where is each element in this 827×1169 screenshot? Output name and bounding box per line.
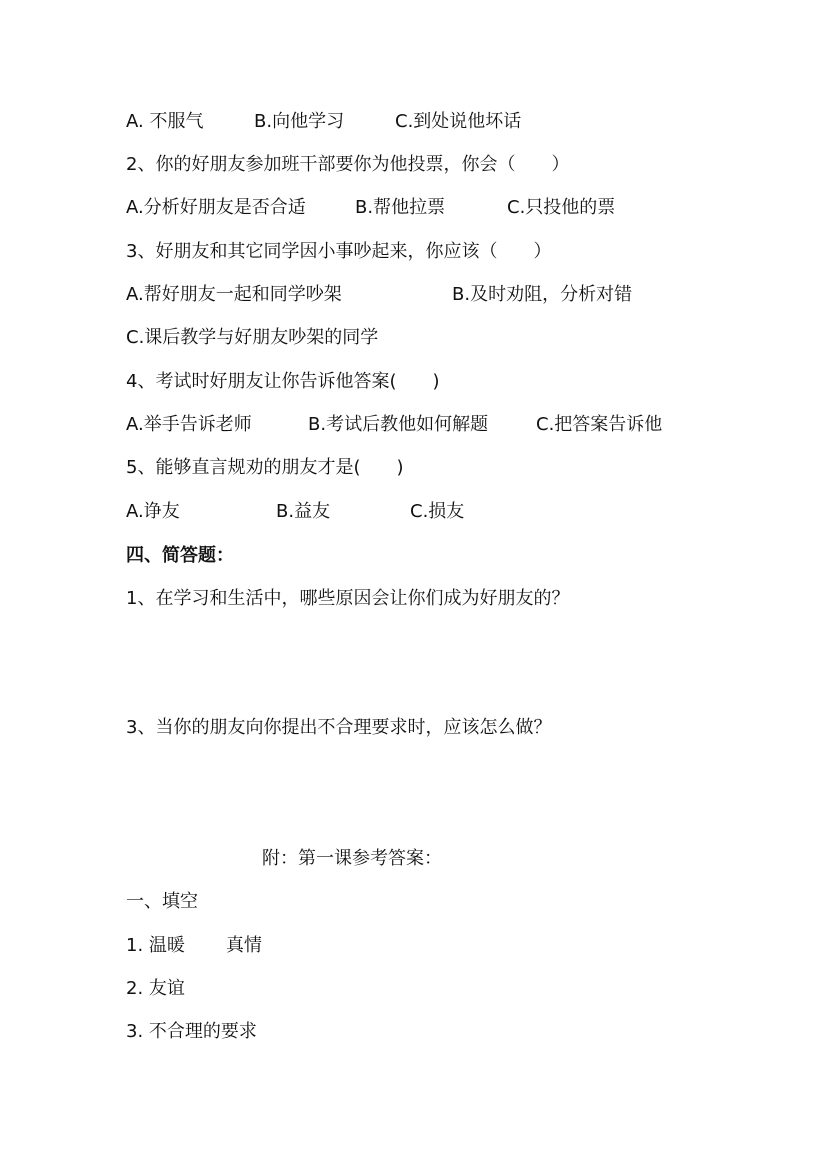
q3-option-c: C.课后教学与好朋友吵架的同学: [126, 327, 379, 348]
q5-option-b: B.益友: [276, 501, 331, 522]
q1-option-c: C.到处说他坏话: [395, 111, 522, 132]
q4-option-a: A.举手告诉老师: [126, 414, 252, 435]
section4-question-3: 3、当你的朋友向你提出不合理要求时，应该怎么做？: [126, 717, 552, 738]
q3-question: 3、好朋友和其它同学因小事吵起来，你应该（ ）: [126, 241, 552, 262]
section4-question-1: 1、在学习和生活中，哪些原因会让你们成为好朋友的？: [126, 588, 570, 609]
q2-question: 2、你的好朋友参加班干部要你为他投票，你会（ ）: [126, 154, 570, 175]
q5-option-c: C.损友: [410, 501, 465, 522]
answers-title: 附：第一课参考答案：: [262, 848, 442, 869]
q3-option-b: B.及时劝阻，分析对错: [452, 284, 633, 305]
q2-option-b: B.帮他拉票: [355, 197, 446, 218]
q2-option-a: A.分析好朋友是否合适: [126, 197, 306, 218]
answers-section1-title: 一、填空: [126, 891, 198, 912]
q2-option-c: C.只投他的票: [507, 197, 616, 218]
q3-option-a: A.帮好朋友一起和同学吵架: [126, 284, 342, 305]
section4-title: 四、简答题：: [126, 545, 234, 566]
q1-option-b: B.向他学习: [254, 111, 345, 132]
q5-option-a: A.诤友: [126, 501, 180, 522]
answer-3: 3. 不合理的要求: [126, 1021, 257, 1042]
q4-question: 4、考试时好朋友让你告诉他答案( ): [126, 371, 440, 392]
q4-option-c: C.把答案告诉他: [536, 414, 663, 435]
q5-question: 5、能够直言规劝的朋友才是( ): [126, 457, 404, 478]
q4-option-b: B.考试后教他如何解题: [308, 414, 489, 435]
q1-option-a: A. 不服气: [126, 111, 204, 132]
answer-1-part-b: 真情: [226, 935, 262, 956]
answer-1-part-a: 1. 温暖: [126, 935, 185, 956]
answer-2: 2. 友谊: [126, 978, 185, 999]
